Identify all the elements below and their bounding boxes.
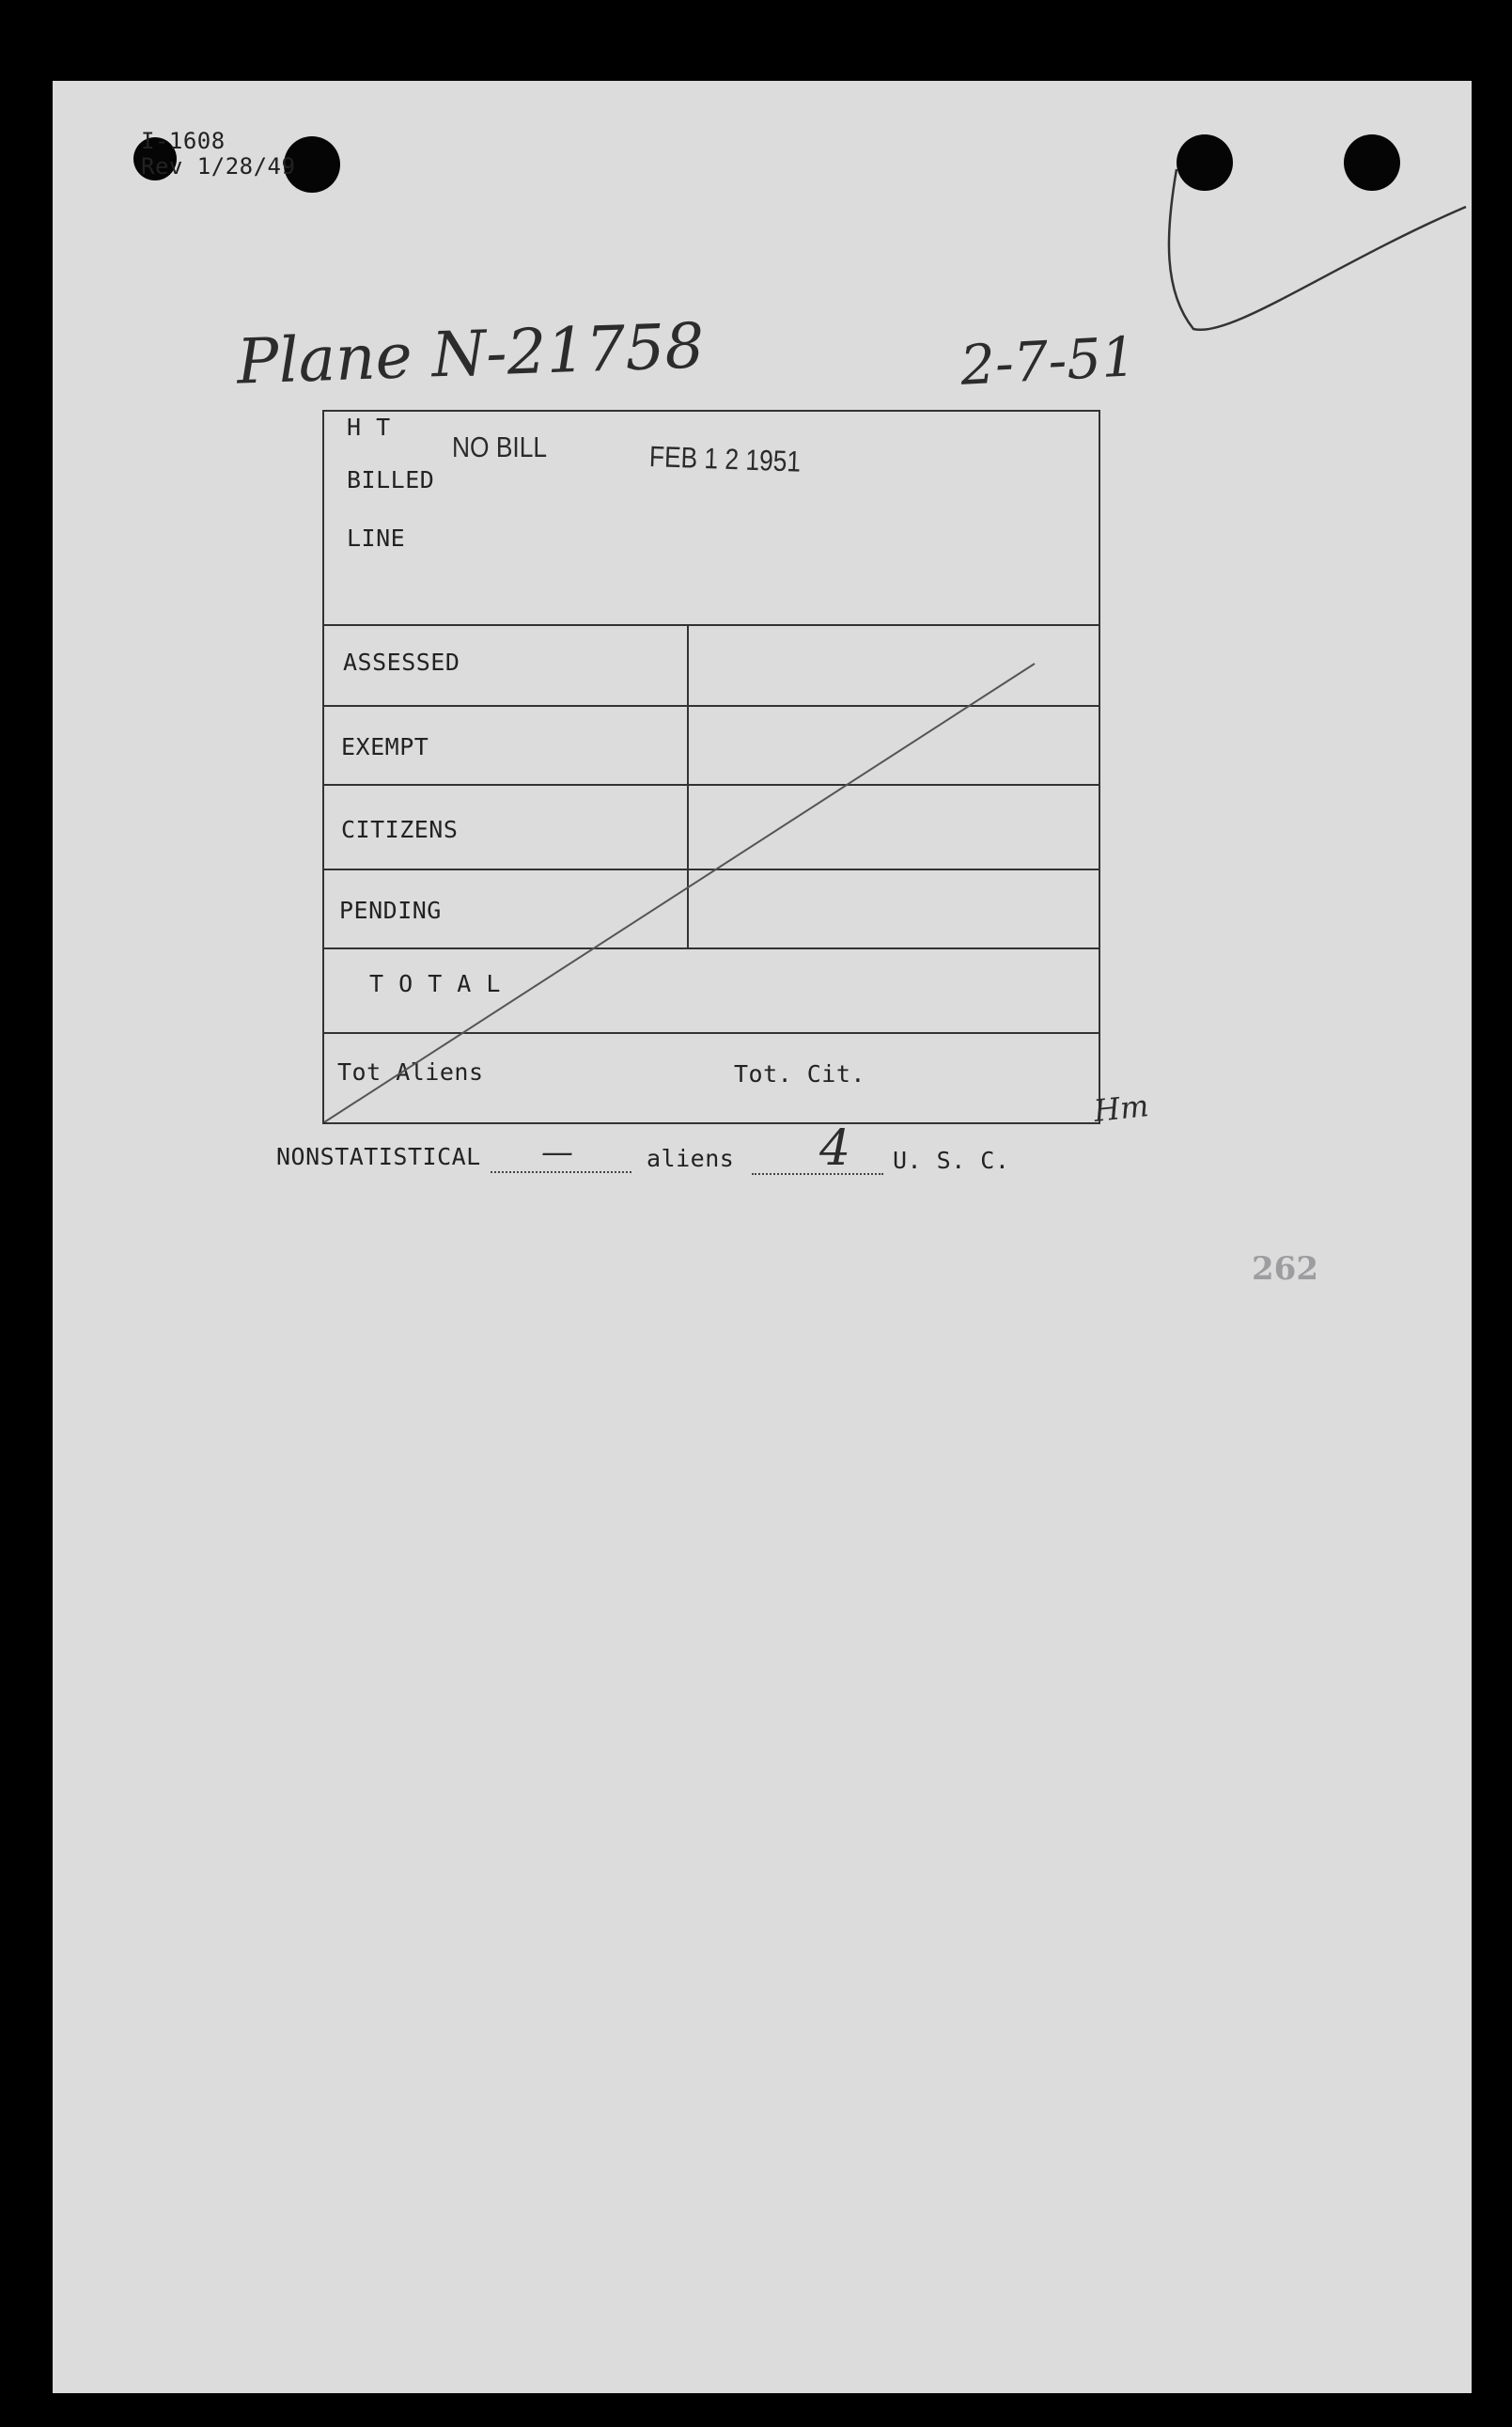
date-handwritten: 2-7-51 xyxy=(959,324,1138,398)
row-citizens: CITIZENS xyxy=(341,816,459,843)
cancel-diagonal-stroke xyxy=(324,412,1099,1122)
manifest-summary-table xyxy=(322,410,1100,1124)
header-billed: BILLED xyxy=(347,466,435,493)
aliens-count-handwritten: — xyxy=(541,1134,573,1171)
form-revision: Rev 1/28/49 xyxy=(141,153,296,180)
usc-count-blank xyxy=(752,1173,883,1175)
check-mark-stroke xyxy=(1156,150,1475,338)
usc-label: U. S. C. xyxy=(893,1147,1010,1174)
tot-aliens-label: Tot Aliens xyxy=(337,1058,484,1086)
initials-handwritten: Hm xyxy=(1092,1088,1151,1129)
page-number-stamp: 262 xyxy=(1252,1250,1318,1288)
tot-cit-label: Tot. Cit. xyxy=(734,1060,865,1088)
plane-number-handwritten: Plane N-21758 xyxy=(235,309,706,399)
row-pending: PENDING xyxy=(339,897,442,924)
no-bill-stamp: NO BILL xyxy=(452,431,548,463)
form-code: I-1608 xyxy=(141,128,226,154)
aliens-label: aliens xyxy=(647,1145,735,1172)
aliens-count-blank xyxy=(491,1171,631,1173)
nonstatistical-label: NONSTATISTICAL xyxy=(276,1143,481,1170)
row-exempt: EXEMPT xyxy=(341,733,429,760)
total-label: T O T A L xyxy=(369,970,501,997)
header-line: LINE xyxy=(347,525,406,552)
row-assessed: ASSESSED xyxy=(343,649,460,676)
received-date-stamp: FEB 1 2 1951 xyxy=(648,440,802,478)
usc-count-handwritten: 4 xyxy=(819,1120,851,1177)
header-ht: H T xyxy=(347,414,391,441)
